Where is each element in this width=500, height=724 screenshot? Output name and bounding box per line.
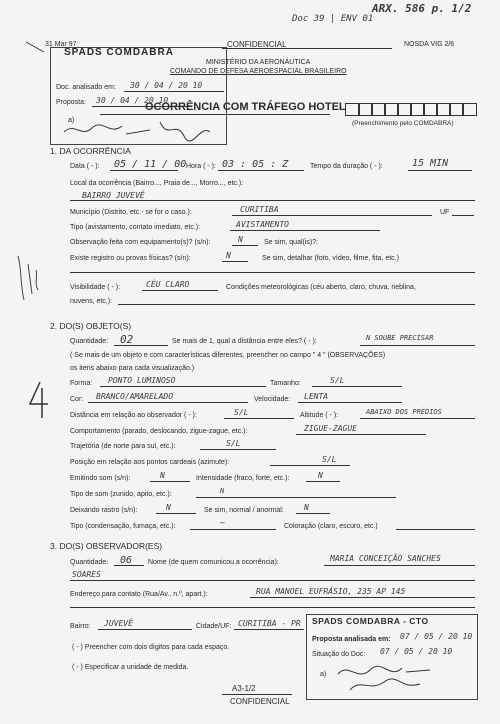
rastro-sim-label: Se sim, normal / anormal: [204, 507, 284, 514]
rastro-label: Deixando rastro (s/n): [70, 507, 138, 514]
dist-observador-value[interactable]: S/L [234, 408, 249, 417]
footer-divider [222, 694, 292, 695]
obs-quantidade-label: Quantidade: [70, 559, 109, 566]
tempo-line [408, 170, 472, 171]
proposta-label: Proposta: [56, 99, 86, 106]
distancia-line [360, 345, 475, 346]
section-1-heading: 1. DA OCORRÊNCIA [50, 146, 131, 156]
distancia-value[interactable]: N SOUBE PRECISAR [366, 334, 434, 342]
comportamento-label: Comportamento (parado, deslocando, zigue-zague, etc.): [70, 428, 248, 435]
intensidade-label: Intensidade (fraco, forte, etc.): [196, 475, 290, 482]
section-2-heading: 2. DO(S) OBJETO(S) [50, 321, 132, 331]
visibilidade-label: Visibilidade ( - ): [70, 284, 121, 291]
local-value[interactable]: BAIRRO JUVEVÊ [82, 191, 145, 200]
velocidade-label: Velocidade: [254, 396, 291, 403]
dist-observador-line [224, 418, 294, 419]
rastro-sim-line [296, 513, 330, 514]
tamanho-value[interactable]: S/L [330, 376, 345, 385]
nome-value[interactable]: MARIA CONCEIÇÃO SANCHES [330, 554, 441, 563]
meteo-label: Condições meteorológicas (céu aberto, claro, chuva, neblina, [226, 284, 416, 291]
hora-value[interactable]: 03 : 05 : Z [222, 159, 289, 170]
municipio-label: Município (Distrito, etc.- se for o caso.): [70, 209, 192, 216]
obs-sim-label: Se sim, qual(is)?: [264, 239, 319, 246]
emitindo-som-label: Emitindo som (s/n): [70, 475, 131, 482]
margin-mark-icon [8, 250, 48, 310]
forma-value[interactable]: PONTO LUMINOSO [108, 376, 176, 385]
stamp-a-label: a) [68, 117, 75, 124]
rastro-value[interactable]: N [166, 503, 171, 512]
tempo-value[interactable]: 15 MIN [412, 158, 449, 169]
cor-value[interactable]: BRANCO/AMARELADO [96, 392, 174, 401]
footer-confidential: CONFIDENCIAL [230, 697, 290, 706]
margin-arrow-icon [24, 378, 54, 422]
cidade-label: Cidade/UF: [196, 623, 232, 630]
doc-analyzed-line [124, 91, 224, 92]
comportamento-value[interactable]: ZIGUE-ZAGUE [304, 424, 357, 433]
tipo-condensacao-label: Tipo (condensação, fumaça, etc.): [70, 523, 176, 530]
tempo-label: Tempo da duração ( - ): [310, 163, 383, 170]
trajetoria-label: Trajetória (de norte para sul, etc.): [70, 443, 176, 450]
trajetoria-line [200, 449, 276, 450]
bottom-stamp-title: SPADS COMDABRA - CTO [312, 616, 429, 626]
tipo-condensacao-value[interactable]: — [220, 518, 225, 527]
quantidade-label: Quantidade: [70, 338, 109, 345]
bottom-a-label: a) [320, 671, 327, 678]
registro-label: Existe registro ou provas físicas? (s/n): [70, 255, 191, 262]
hora-label: Hora ( - ): [186, 163, 216, 170]
cor-label: Cor: [70, 396, 84, 403]
local-label: Local da ocorrência (Bairro..., Praia de..., Morro..., etc.): [70, 180, 244, 187]
municipio-value[interactable]: CURITIBA [240, 205, 279, 214]
bottom-situacao-label: Situação do Doc: [312, 651, 366, 658]
forma-line [100, 386, 266, 387]
bairro-label: Bairro: [70, 623, 91, 630]
tipo-som-label: Tipo de som (zunido, apito, etc.): [70, 491, 172, 498]
meteo-line [118, 304, 475, 305]
obs-value[interactable]: N [238, 235, 243, 244]
emitindo-som-line [150, 481, 190, 482]
distancia-label: Se mais de 1, qual a distância entre eles? ( - ): [172, 338, 317, 345]
obs-label: Observação feita com equipamento(s)? (s/n): [70, 239, 211, 246]
tipo-label: Tipo (avistamento, contato imediato, etc.): [70, 224, 201, 231]
tipo-som-line [196, 497, 396, 498]
data-label: Data ( - ): [70, 163, 100, 170]
quantidade-line [114, 345, 168, 346]
top-stamp-title: SPADS COMDABRA [64, 47, 174, 58]
data-value[interactable]: 05 / 11 / 00 [114, 159, 187, 170]
uf-line [452, 215, 474, 216]
nome-label: Nome (de quem comunicou a ocorrência): [148, 559, 279, 566]
note-unit: ( - ) Especificar a unidade de medida. [72, 664, 189, 671]
cidade-line [234, 629, 304, 630]
uf-label: UF [440, 209, 450, 216]
corner-mark-icon [24, 40, 48, 56]
registro-line [222, 261, 248, 262]
endereco-line [250, 597, 475, 598]
title-underline [100, 114, 330, 115]
visibilidade-line [142, 290, 218, 291]
bairro-value[interactable]: JUVEVÊ [104, 619, 133, 628]
note-multiple-objects-cont: os itens abaixo para cada visualização.) [70, 365, 195, 372]
tamanho-line [312, 386, 402, 387]
section-3-heading: 3. DO(S) OBSERVADOR(ES) [50, 541, 163, 551]
obs-line [232, 245, 258, 246]
doc-ref-handwritten: Doc 39 | ENV 01 [292, 14, 374, 24]
coloracao-label: Coloração (claro, escuro, etc.) [284, 523, 378, 530]
dist-observador-label: Distância em relação ao observador ( - ): [70, 412, 197, 419]
command-name: COMANDO DE DEFESA AEROESPACIAL BRASILEIRO [170, 68, 347, 75]
bairro-line [98, 629, 192, 630]
bottom-proposta-label: Proposta analisada em: [312, 636, 391, 643]
emitindo-som-value[interactable]: N [160, 471, 165, 480]
endereco-label: Endereço para contato (Rua/Av., n.º, apart.): [70, 591, 208, 598]
registro-value[interactable]: N [226, 251, 231, 260]
hora-line [218, 170, 304, 171]
intensidade-line [306, 481, 340, 482]
endereco-extra-line [70, 607, 475, 608]
bottom-signature-icon [330, 660, 470, 694]
visibilidade-value[interactable]: CÉU CLARO [146, 280, 190, 289]
obs-quantidade-line [114, 565, 144, 566]
tamanho-label: Tamanho: [270, 380, 301, 387]
velocidade-value[interactable]: LENTA [304, 392, 329, 401]
proposta-value: 30 / 04 / 20 10 [96, 96, 169, 105]
data-line [110, 170, 178, 171]
note-multiple-objects: ( Se mais de um objeto e com características diferentes, preencher no campo " 4 " (OBSERVAÇÕES) [70, 352, 386, 359]
header-date: 31 Mar 97 [45, 41, 77, 48]
velocidade-line [298, 402, 402, 403]
top-signature-icon [60, 118, 220, 142]
altitude-value[interactable]: ABAIXO DOS PRÉDIOS [366, 408, 442, 416]
preenchimento-note: (Preenchimento pelo COMDABRA) [352, 120, 454, 127]
obs-quantidade-value[interactable]: 06 [120, 555, 133, 566]
bottom-proposta-value: 07 / 05 / 20 10 [400, 632, 473, 641]
trajetoria-value[interactable]: S/L [226, 439, 241, 448]
local-line [70, 200, 475, 201]
intensidade-value[interactable]: N [318, 471, 323, 480]
ministry-name: MINISTÉRIO DA AERONÁUTICA [206, 59, 311, 66]
comdabra-cell-10[interactable] [462, 103, 477, 116]
tipo-condensacao-line [190, 529, 276, 530]
posicao-value[interactable]: S/L [322, 455, 337, 464]
nome-line-cont [70, 580, 475, 581]
posicao-line [270, 465, 350, 466]
form-title: OCORRÊNCIA COM TRÁFEGO HOTEL [145, 101, 346, 113]
altitude-label: Altitude ( - ): [300, 412, 339, 419]
municipio-line [232, 215, 432, 216]
note-two-digits: ( - ) Preencher com dois dígitos para cada espaço. [72, 644, 230, 651]
footer-page: A3-1/2 [232, 684, 256, 693]
header-form-code: NOSDA VIG 2/6 [404, 41, 455, 48]
quantidade-value[interactable]: 02 [120, 333, 134, 346]
doc-analyzed-value: 30 / 04 / 20 10 [130, 81, 203, 90]
posicao-label: Posição em relação aos pontos cardeais (azimute): [70, 459, 230, 466]
header-divider [222, 48, 392, 49]
coloracao-line [396, 529, 475, 530]
comportamento-line [296, 434, 426, 435]
tipo-value[interactable]: AVISTAMENTO [236, 220, 289, 229]
header-confidential: CONFIDENCIAL [227, 40, 287, 49]
cidade-value[interactable]: CURITIBA - PR [238, 619, 301, 628]
nome-value-cont[interactable]: SOARES [72, 570, 101, 579]
cor-line [88, 402, 248, 403]
tipo-line [230, 230, 380, 231]
meteo-cont-label: nuvens, etc.): [70, 298, 113, 305]
bottom-situacao-value: 07 / 05 / 20 10 [380, 647, 453, 656]
registro-extra-line [70, 272, 475, 273]
rastro-line [156, 513, 196, 514]
endereco-value[interactable]: RUA MANOEL EUFRÁSIO, 235 AP 145 [256, 587, 406, 596]
rastro-sim-value[interactable]: N [304, 503, 309, 512]
arx-ref-handwritten: ARX. 586 p. 1/2 [372, 2, 472, 15]
nome-line [324, 565, 475, 566]
tipo-som-value[interactable]: N [220, 487, 225, 495]
altitude-line [360, 418, 475, 419]
forma-label: Forma: [70, 380, 93, 387]
doc-analyzed-label: Doc. analisado em: [56, 84, 116, 91]
registro-sim-label: Se sim, detalhar (foto, vídeo, filme, fita, etc.) [262, 255, 399, 262]
